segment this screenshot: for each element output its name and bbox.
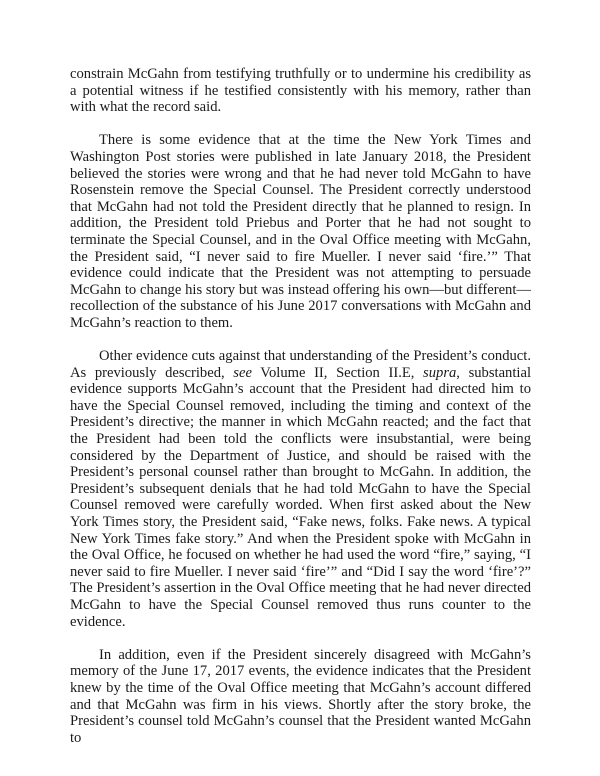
paragraph-4 bbox=[70, 647, 531, 747]
paragraph-4-text: In addition, even if the President sincerely disagreed with McGahn’s memory of the June 17, 2017 events, the evidence indicates that the President knew by the time of the Oval Office meeting that McGahn’s account differed and that McGahn was firm in his views. Shortly after the story broke, the President’s counsel told McGahn’s counsel that the President wanted McGahn to bbox=[70, 646, 531, 746]
paragraph-1-text: constrain McGahn from testifying truthfully or to undermine his credibility as a potential witness if he testified consistently with his memory, rather than with what the record said. bbox=[70, 66, 531, 116]
paragraph-1 bbox=[70, 66, 531, 116]
paragraph-2-text: There is some evidence that at the time the New York Times and Washington Post stories were published in late January 2018, the President believed the stories were wrong and that he had never told McGahn to have Rosenstein remove the Special Counsel. The President correctly understood that McGahn had not told the President directly that he planned to resign. In addition, the President told Priebus and Porter that he had not sought to terminate the Special Counsel, and in the Oval Office meeting with McGahn, the President said, “I never said to fire Mueller. I never said ‘fire.’” That evidence could indicate that the President was not attempting to persuade McGahn to change his story but was instead offering his own—but different—recollection of the substance of his June 2017 conversations with McGahn and McGahn’s reaction to them. bbox=[70, 132, 531, 331]
paragraph-2 bbox=[70, 132, 531, 331]
citation-supra: supra bbox=[423, 364, 457, 381]
paragraph-3-text-c: , substantial evidence supports McGahn’s account that the President had directed him to have the Special Counsel removed, including the timing and context of the President’s directive; the manner in which McGahn reacted; and the fact that the President had been told the conflicts were insubstantial, were being considered by the Department of Justice, and should be raised with the President’s personal counsel rather than brought to McGahn. In addition, the President’s subsequent denials that he had told McGahn to have the Special Counsel removed were carefully worded. When first asked about the New York Times story, the President said, “Fake news, folks. Fake news. A typical New York Times fake story.” And when the President spoke with McGahn in the Oval Office, he focused on whether he had used the word “fire,” saying, “I never said to fire Mueller. I never said ‘fire’” and “Did I say the word ‘fire’?” The President’s assertion in the Oval Office meeting that he had never directed McGahn to have the Special Counsel removed thus runs counter to the evidence. bbox=[70, 364, 531, 630]
citation-see: see bbox=[233, 364, 252, 381]
paragraph-3-text-b: Volume II, Section II.E, bbox=[251, 364, 424, 381]
document-page bbox=[70, 66, 531, 746]
paragraph-3-text-a: Other evidence cuts against that understanding of the President’s conduct. As previously described, bbox=[70, 348, 531, 381]
paragraph-3 bbox=[70, 348, 531, 630]
